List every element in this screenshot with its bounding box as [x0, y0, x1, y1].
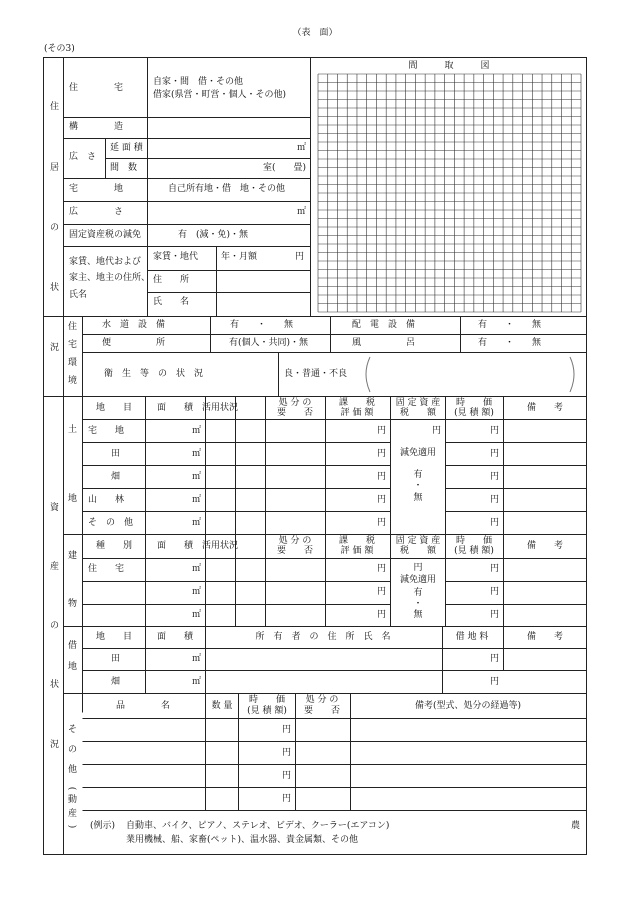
land-header-tax2: 評 価 額: [340, 408, 374, 418]
hygiene-options[interactable]: 良・普通・不良: [284, 369, 348, 379]
land-row-label: 田: [111, 449, 121, 459]
example-line-1-tail: 農: [571, 821, 581, 831]
rent-label-1: 家賃、地代および: [69, 257, 142, 267]
floor-plan-title: 間 取 図: [408, 61, 490, 71]
floor-area-unit: ㎡: [296, 143, 306, 153]
floor-area-label: 延 面 積: [110, 143, 143, 153]
building-header-mkt2: (見 積 額): [454, 546, 494, 556]
land-options[interactable]: 自己所有地・借 地・その他: [168, 184, 286, 194]
house-option-rent[interactable]: 借家(県営・町営・個人・その他): [153, 90, 287, 100]
building-header-fix1: 固 定 資 産: [395, 536, 441, 546]
building-row-label: 住 宅: [88, 564, 125, 574]
power-label: 配 電 設 備: [352, 320, 416, 330]
leased-header-fee: 借 地 料: [455, 632, 489, 642]
rent-label-2: 家主、地主の住所、: [69, 273, 151, 283]
land-row-label: 山 林: [88, 495, 125, 505]
size-label: 広 さ: [69, 152, 97, 162]
rooms-label: 間 数: [110, 163, 138, 173]
building-header-note: 備 考: [526, 541, 564, 551]
building-header-mkt1: 時 価: [455, 536, 493, 546]
rent-period[interactable]: 年・月額: [221, 252, 258, 262]
leased-header-category: 地 目: [95, 632, 133, 642]
building-header-fix2: 税 額: [399, 546, 437, 556]
hygiene-label: 衛 生 等 の 状 況: [104, 369, 204, 379]
land-header-fix2: 税 額: [399, 408, 437, 418]
land-header-category: 地 目: [95, 403, 133, 413]
house-option-own[interactable]: 自家・間 借・その他: [153, 77, 244, 87]
land-size-unit: ㎡: [296, 207, 306, 217]
land-header-tax1: 課 税: [338, 398, 376, 408]
example-label: (例示): [90, 821, 116, 831]
rent-amount-label: 家賃・地代: [153, 252, 199, 262]
leased-row-label: 畑: [111, 677, 121, 687]
bath-options[interactable]: 有 ・ 無: [478, 338, 542, 348]
land-header-disp2: 要 否: [276, 408, 314, 418]
building-header-tax1: 課 税: [338, 536, 376, 546]
structure-label: 構 造: [69, 122, 124, 132]
landlord-name-label: 氏 名: [153, 297, 190, 307]
movable-header-disp2: 要 否: [303, 706, 341, 716]
movable-header-qty: 数 量: [211, 701, 233, 711]
rooms-unit: 室( 畳): [262, 163, 306, 173]
land-header-mkt2: (見 積 額): [454, 408, 494, 418]
land-header-use: 活用状況: [201, 403, 239, 413]
land-size-label: 広 さ: [69, 207, 124, 217]
building-header-category: 種 別: [95, 541, 133, 551]
tax-reduction-label: 固定資産税の減免: [69, 230, 142, 240]
leased-header-area: 面 積: [156, 632, 194, 642]
power-options[interactable]: 有 ・ 無: [478, 320, 542, 330]
page-number: (その3): [44, 44, 75, 54]
floor-plan-grid[interactable]: [318, 74, 581, 312]
rent-yen: 円: [294, 252, 304, 262]
example-line-1: 自動車、バイク、ピアノ、ステレオ、ビデオ、クーラー(エアコン): [126, 821, 390, 831]
movable-header-item: 品 名: [115, 701, 171, 711]
land-row-label: そ の 他: [88, 518, 134, 528]
toilet-label: 便 所: [102, 338, 166, 348]
tax-reduction-options[interactable]: 有 (減・免)・無: [178, 230, 249, 240]
building-header-use: 活用状況: [201, 541, 239, 551]
water-options[interactable]: 有 ・ 無: [230, 320, 294, 330]
movable-header-mkt2: (見 積 額): [247, 706, 287, 716]
building-header-disp2: 要 否: [276, 546, 314, 556]
land-header-mkt1: 時 価: [455, 398, 493, 408]
building-header-area: 面 積: [156, 541, 194, 551]
land-label: 宅 地: [69, 184, 124, 194]
land-header-area: 面 積: [156, 403, 194, 413]
land-header-fix1: 固 定 資 産: [395, 398, 441, 408]
movable-header-mkt1: 時 価: [248, 695, 286, 705]
land-header-note: 備 考: [526, 403, 564, 413]
movable-header-note: 備考(型式、処分の経過等): [414, 701, 522, 711]
leased-row-label: 田: [111, 654, 121, 664]
rent-label-3: 氏名: [69, 290, 88, 300]
landlord-address-label: 住 所: [153, 275, 190, 285]
bath-label: 風 呂: [352, 338, 416, 348]
leased-header-owner: 所 有 者 の 住 所 氏 名: [255, 632, 391, 642]
land-row-label: 宅 地: [88, 426, 125, 436]
movable-header-disp1: 処 分 の: [305, 695, 339, 705]
toilet-options[interactable]: 有(個人・共同)・無: [229, 338, 309, 348]
water-label: 水 道 設 備: [102, 320, 166, 330]
house-label: 住 宅: [69, 83, 124, 93]
land-header-disp1: 処 分 の: [278, 398, 312, 408]
building-header-disp1: 処 分 の: [278, 536, 312, 546]
example-line-2: 業用機械、船、家畜(ペット)、温水器、貴金属類、その他: [126, 835, 359, 845]
building-header-tax2: 評 価 額: [340, 546, 374, 556]
land-row-label: 畑: [111, 472, 121, 482]
page-title: （表 面）: [292, 28, 338, 38]
leased-header-note: 備 考: [526, 632, 564, 642]
